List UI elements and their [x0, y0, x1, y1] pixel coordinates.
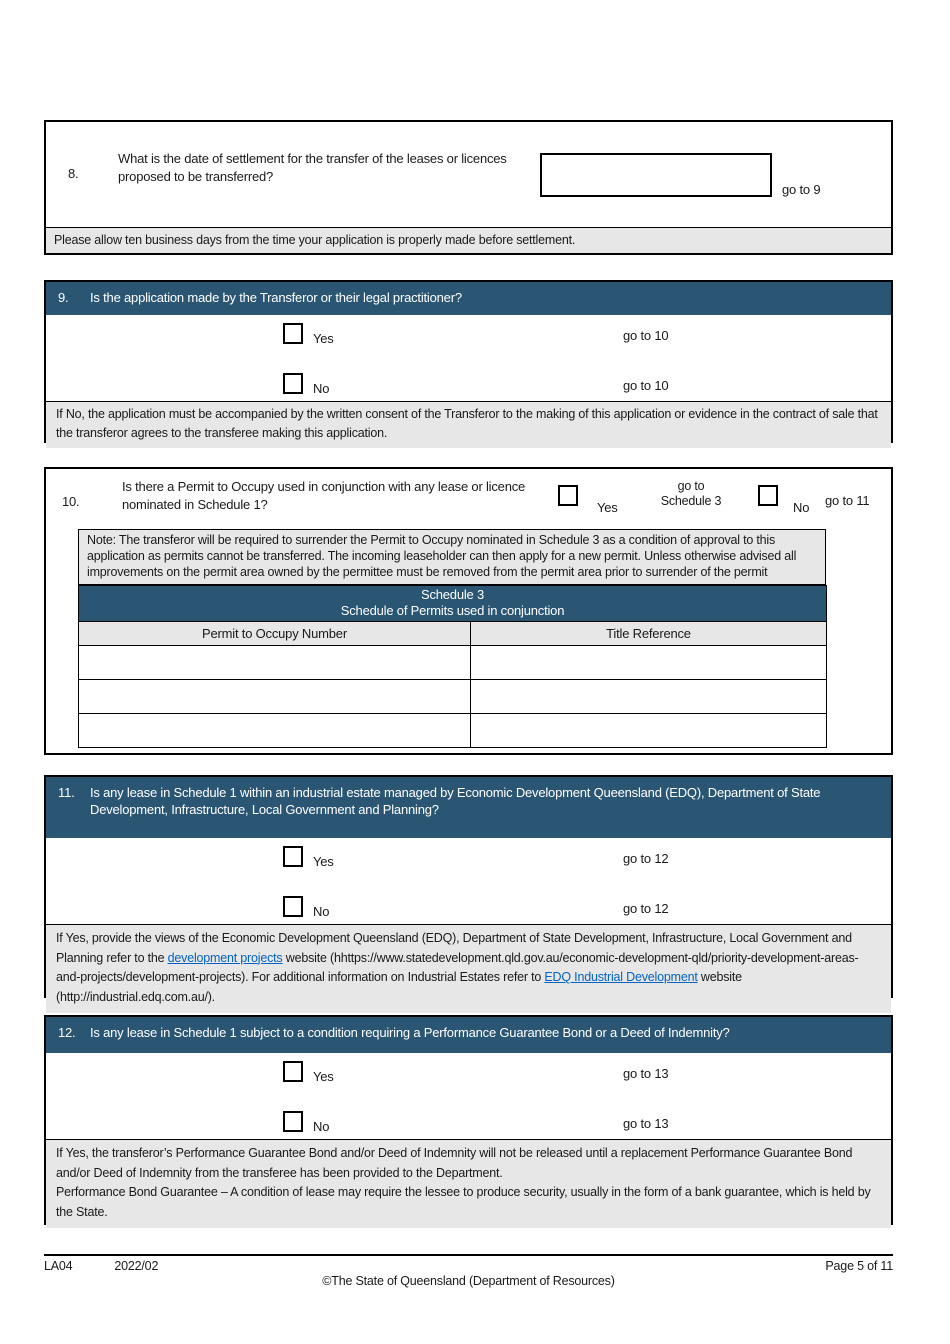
note-text: website (hhttps://www.statedevelopment.qld.gov.au/economic-development-qld/priority-development-areas-and-projects/development-projects). For additional information on Industrial Estates refer to	[56, 950, 859, 984]
footer-meta-row	[44, 1256, 893, 1273]
goto-label: go to 12	[623, 851, 669, 866]
goto-label: go to 11	[825, 493, 870, 508]
permit-number-cell[interactable]	[79, 714, 471, 748]
schedule3-title-row	[79, 586, 827, 622]
page-footer	[44, 1254, 893, 1288]
question-8-body	[46, 122, 891, 227]
goto-schedule3-label	[641, 479, 741, 509]
yes-checkbox[interactable]	[283, 1061, 303, 1082]
question-text: Is any lease in Schedule 1 subject to a condition requiring a Performance Guarantee Bond or a Deed of Indemnity?	[90, 1025, 730, 1040]
question-number: 8.	[68, 166, 79, 181]
form-version: 2022/02	[114, 1259, 159, 1273]
question-text: Is any lease in Schedule 1 within an industrial estate managed by Economic Development Queensland (EDQ), Department of State Development, Infrastructure, Local Government and Planning?	[90, 785, 821, 817]
permit-number-cell[interactable]	[79, 680, 471, 714]
question-number: 10.	[62, 494, 80, 509]
goto-line2: Schedule 3	[660, 494, 722, 508]
no-option-row	[46, 1111, 891, 1135]
title-reference-cell[interactable]	[471, 714, 827, 748]
goto-label: go to 10	[623, 328, 669, 343]
yes-label: Yes	[597, 500, 618, 515]
permit-row	[79, 646, 827, 680]
no-checkbox[interactable]	[758, 485, 778, 506]
copyright-notice: ©The State of Queensland (Department of Resources)	[322, 1274, 615, 1288]
no-option-row	[46, 896, 891, 920]
yes-label: Yes	[313, 854, 334, 869]
no-checkbox[interactable]	[283, 896, 303, 917]
question-12-section	[44, 1015, 893, 1225]
goto-line1: go to	[677, 479, 705, 493]
title-reference-cell[interactable]	[471, 646, 827, 680]
question-text: What is the date of settlement for the transfer of the leases or licences proposed to be transferred?	[118, 151, 507, 184]
yes-checkbox[interactable]	[283, 846, 303, 867]
form-code: LA04	[44, 1259, 73, 1273]
note-link[interactable]: development projects	[167, 950, 283, 965]
goto-label: go to 12	[623, 901, 669, 916]
permit-row	[79, 714, 827, 748]
question-11-note	[46, 924, 891, 1013]
question-12-options	[46, 1053, 891, 1139]
no-label: No	[313, 904, 330, 919]
yes-option-row	[46, 1061, 891, 1085]
question-10-body	[46, 469, 891, 529]
question-11-section	[44, 775, 893, 1004]
title-reference-column-header: Title Reference	[471, 622, 827, 646]
yes-label: Yes	[313, 1069, 334, 1084]
note-text: website (http://industrial.edq.com.au/).	[56, 970, 742, 1004]
question-12-note	[46, 1139, 891, 1228]
no-label: No	[313, 381, 330, 396]
question-11-header	[46, 777, 891, 838]
title-reference-cell[interactable]	[471, 680, 827, 714]
yes-checkbox[interactable]	[283, 323, 303, 344]
yes-option-row	[46, 846, 891, 870]
no-option-row	[46, 373, 891, 397]
note-text: If Yes, provide the views of the Economic Development Queensland (EDQ), Department of State Development, Infrastructure, Local Government and Planning refer to the	[56, 931, 852, 965]
question-text: Is there a Permit to Occupy used in conjunction with any lease or licence nominated in Schedule 1?	[122, 479, 526, 512]
question-number: 11.	[58, 785, 75, 800]
question-number: 12.	[58, 1025, 76, 1040]
no-label: No	[313, 1119, 330, 1134]
question-11-options	[46, 838, 891, 924]
yes-option-row	[46, 323, 891, 347]
question-8-section	[44, 120, 893, 255]
question-9-note: If No, the application must be accompanied by the written consent of the Transferor to the making of this application or evidence in the contract of sale that the transferor agrees to the transferee making this application.	[46, 401, 891, 448]
question-9-header	[46, 282, 891, 315]
goto-label: go to 13	[623, 1116, 669, 1131]
schedule3-table	[78, 585, 827, 748]
question-10-note: Note: The transferor will be required to surrender the Permit to Occupy nominated in Schedule 3 as a condition of approval to this application as permits cannot be transferred. The incoming leaseholder can then apply for a new permit. Unless otherwise advised all improvements on the permit area owned by the permittee must be removed from the permit area prior to surrender of the permit	[78, 529, 826, 585]
question-text: Is the application made by the Transferor or their legal practitioner?	[90, 290, 462, 305]
goto-label: go to 9	[782, 182, 821, 197]
question-12-header	[46, 1017, 891, 1053]
permit-number-column-header: Permit to Occupy Number	[79, 622, 471, 646]
goto-label: go to 10	[623, 378, 669, 393]
goto-label: go to 13	[623, 1066, 669, 1081]
schedule3-subtitle: Schedule of Permits used in conjunction	[340, 603, 565, 618]
permit-number-cell[interactable]	[79, 646, 471, 680]
schedule3-title: Schedule 3	[420, 587, 485, 602]
schedule3-column-headers	[79, 622, 827, 646]
note-line: Performance Bond Guarantee – A condition of lease may require the lessee to produce security, usually in the form of a bank guarantee, which is held by the State.	[56, 1185, 871, 1219]
question-9-options	[46, 315, 891, 401]
question-number: 9.	[58, 290, 69, 305]
yes-checkbox[interactable]	[558, 485, 578, 506]
permit-row	[79, 680, 827, 714]
question-8-note: Please allow ten business days from the time your application is properly made before settlement.	[46, 227, 891, 253]
page-number: Page 5 of 11	[825, 1259, 893, 1273]
yes-label: Yes	[313, 331, 334, 346]
no-checkbox[interactable]	[283, 373, 303, 394]
question-9-section	[44, 280, 893, 443]
note-link[interactable]: EDQ Industrial Development	[544, 970, 698, 984]
no-checkbox[interactable]	[283, 1111, 303, 1132]
note-line: If Yes, the transferor’s Performance Guarantee Bond and/or Deed of Indemnity will not be released until a replacement Performance Guarantee Bond and/or Deed of Indemnity from the transferee has been provided to the Department.	[56, 1146, 853, 1180]
no-label: No	[793, 500, 810, 515]
question-10-section	[44, 467, 893, 755]
settlement-date-input[interactable]	[540, 153, 772, 197]
